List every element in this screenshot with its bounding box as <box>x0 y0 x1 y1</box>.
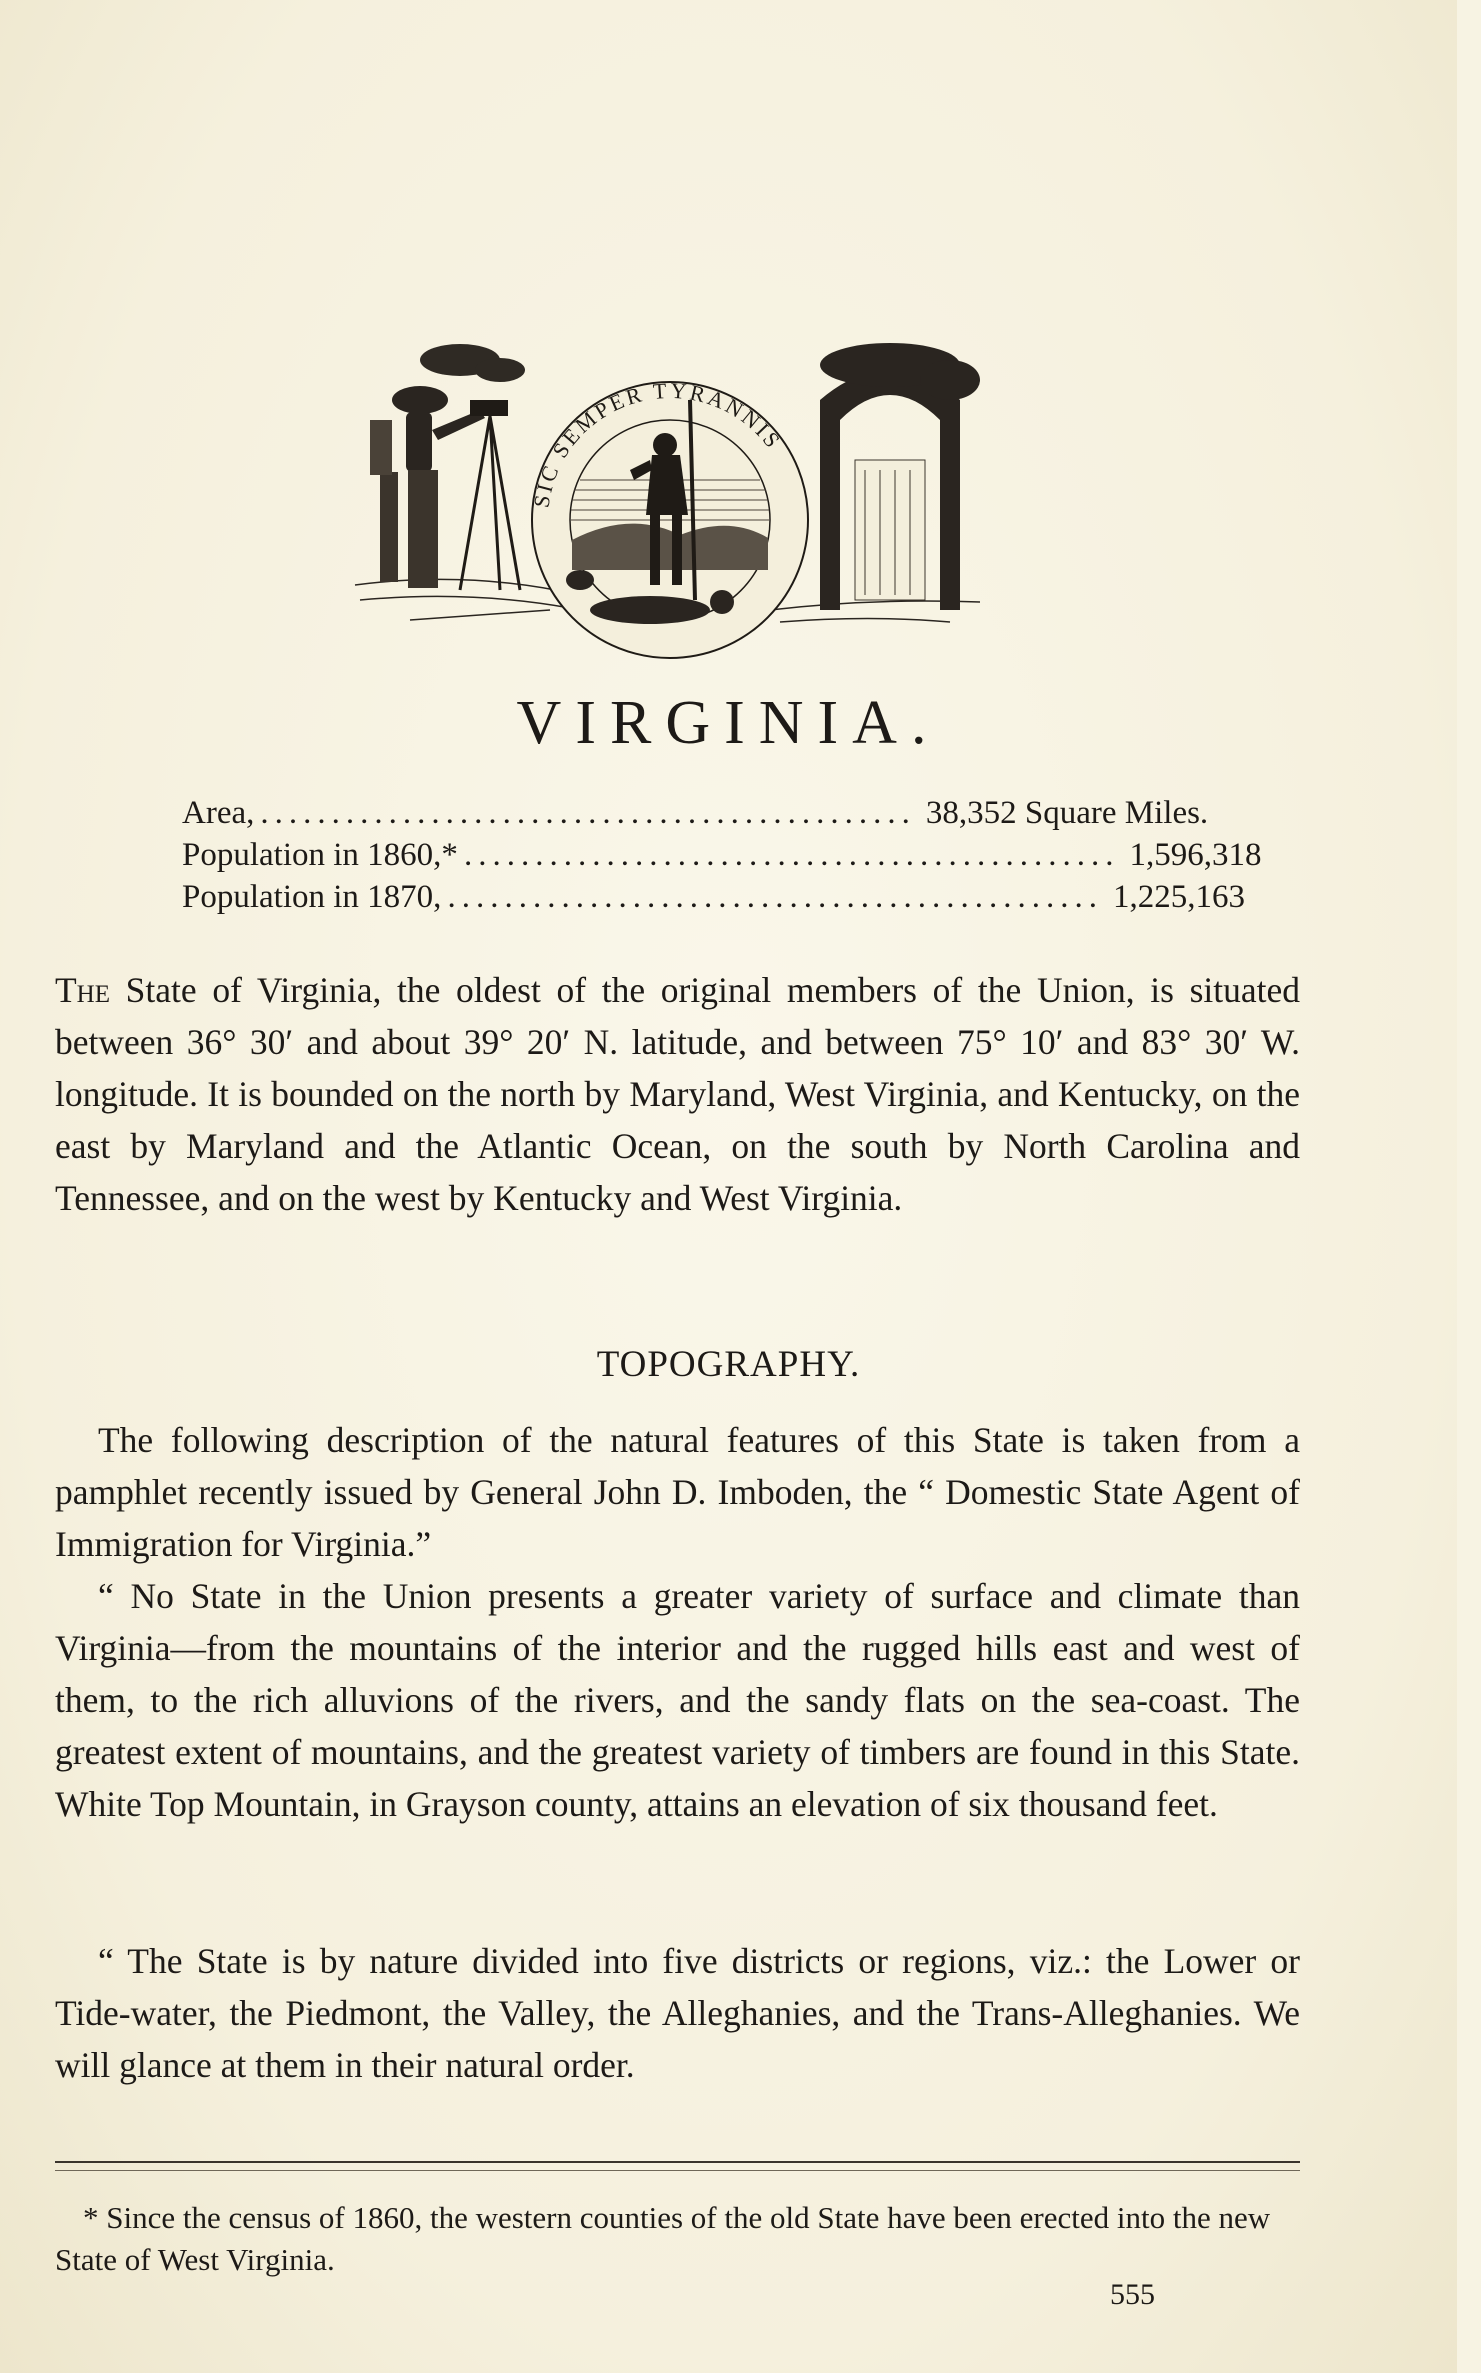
intro-paragraph-text: State of Virginia, the oldest of the original members of the Union, is situated between 36° 30′ and about 39° 20′ N. latitude, and between 75° 10′ and 83° 30′ W. longitude. It is bounded on the north by Maryland, West Virginia, and Kentucky, on the east by Maryland and the Atlantic Ocean, on the south by North Carolina and Tennessee, and on the west by Kentucky and West Virginia. <box>55 970 1300 1218</box>
stat-label: Area, <box>182 795 255 831</box>
leader-dots: .............................................. <box>463 837 1120 873</box>
paragraph-1: The following description of the natural features of this State is taken from a pamphlet recently issued by General John D. Imboden, the “ Domestic State Agent of Immigration for Virginia.” <box>55 1420 1300 1564</box>
page-number: 555 <box>1110 2278 1155 2311</box>
virginia-seal-illustration <box>350 340 990 660</box>
stat-row-population-1860 <box>182 834 1262 876</box>
lead-word: The <box>55 970 111 1010</box>
stat-label: Population in 1870, <box>182 879 442 915</box>
state-title: VIRGINIA. <box>516 689 941 757</box>
footnote-divider <box>55 2161 1300 2163</box>
section-heading: TOPOGRAPHY. <box>596 1344 861 1385</box>
stat-value: 1,225,163 <box>1112 879 1245 915</box>
seal-medallion <box>529 378 808 658</box>
stat-value: 38,352 Square Miles. <box>925 795 1209 831</box>
leader-dots: .............................................. <box>260 795 916 831</box>
stat-value: 1,596,318 <box>1129 837 1262 873</box>
stone-arch <box>820 343 980 610</box>
paragraph-2: “ No State in the Union presents a greater variety of surface and climate than Virginia—from the mountains of the interior and the rugged hills east and west of them, to the rich alluvions of the rivers, and the sandy flats on the sea-coast. The greatest extent of mountains, and the greatest variety of timbers are found in this State. White Top Mountain, in Grayson county, attains an elevation of six thousand feet. <box>55 1576 1300 1824</box>
stat-row-area <box>182 792 1232 834</box>
leader-dots: .............................................. <box>447 879 1103 915</box>
svg-text:SIC SEMPER TYRANNIS: SIC SEMPER TYRANNIS <box>528 377 787 510</box>
paragraph-3: “ The State is by nature divided into five districts or regions, viz.: the Lower or Tide-water, the Piedmont, the Valley, the Alleghanies, and the Trans-Alleghanies. We will glance at them in their natural order. <box>55 1941 1300 2085</box>
surveyor-figure <box>370 386 520 590</box>
statistics-table <box>182 792 1262 918</box>
footnote-divider-thin <box>55 2170 1300 2171</box>
stat-label: Population in 1860,* <box>182 837 458 873</box>
stat-row-population-1870 <box>182 876 1245 918</box>
state-seal-engraving <box>350 340 990 660</box>
intro-paragraph <box>55 964 1300 1224</box>
footnote: * Since the census of 1860, the western counties of the old State have been erected into the new State of West Virginia. <box>55 2200 1271 2277</box>
